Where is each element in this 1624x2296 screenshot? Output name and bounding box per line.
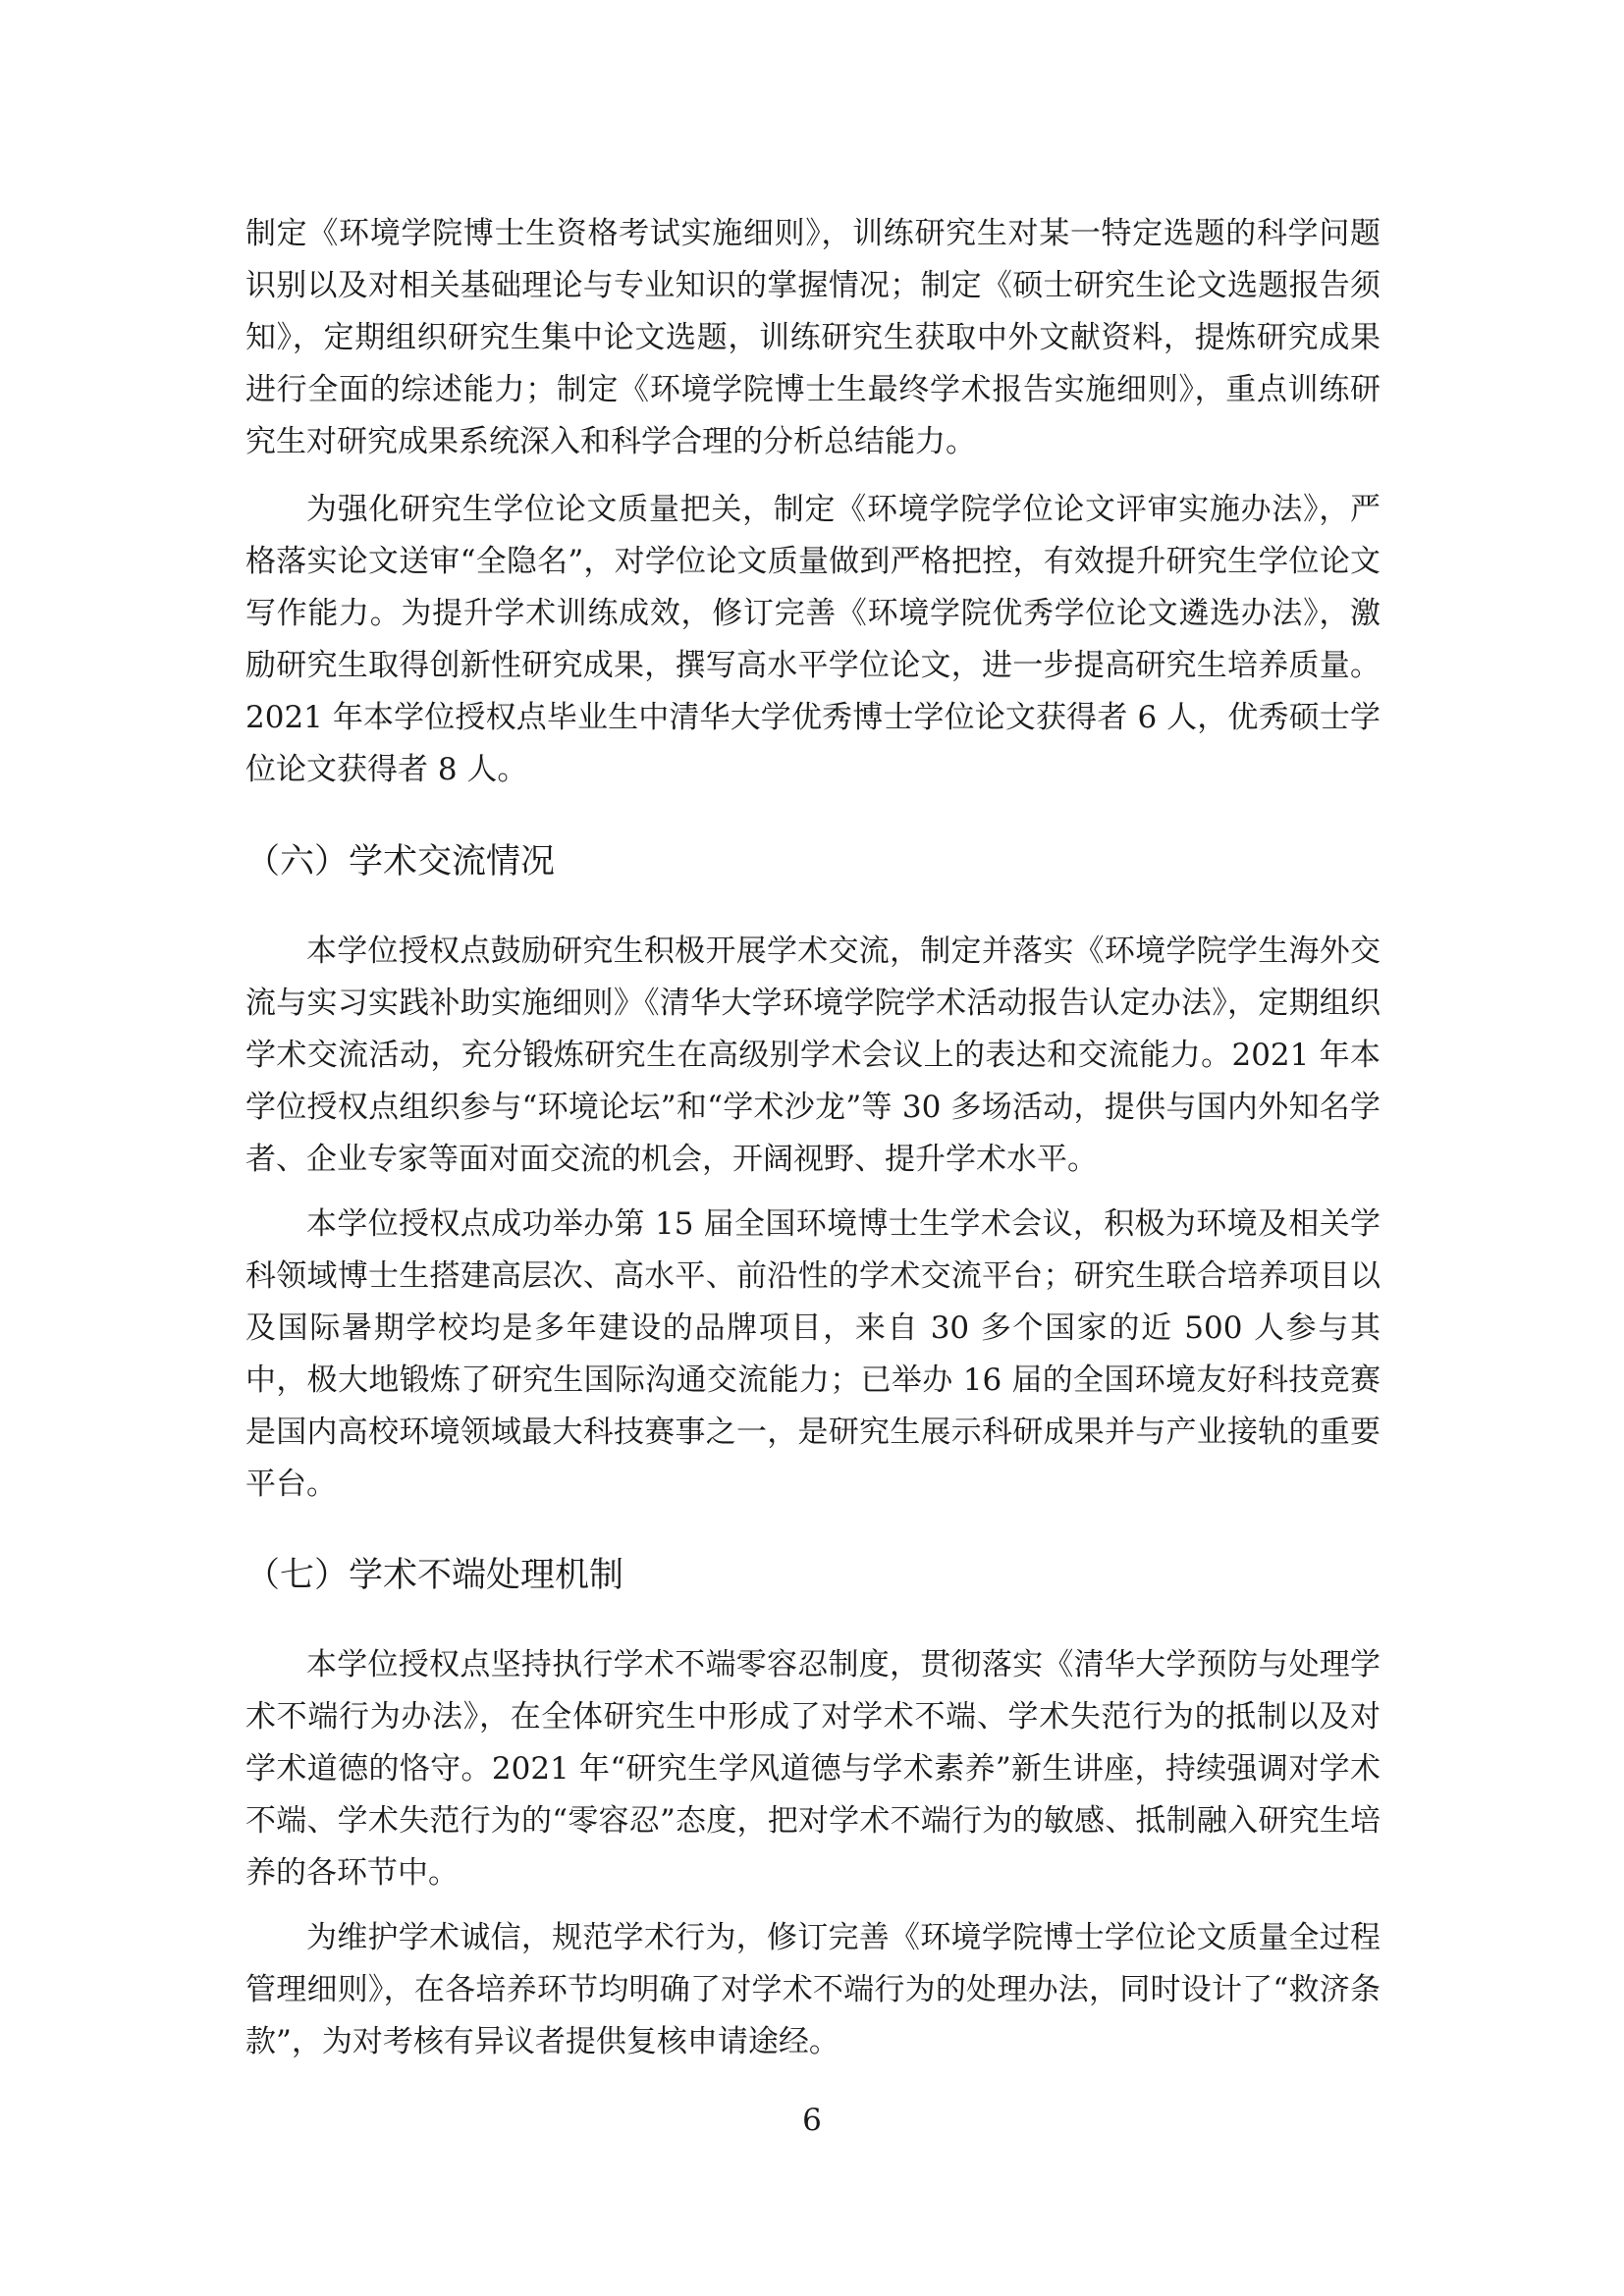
page-number: 6	[802, 2103, 822, 2138]
paragraph-misconduct-2: 为维护学术诚信，规范学术行为，修订完善《环境学院博士学位论文质量全过程管理细则》，在各培养环节均明确了对学术不端行为的处理办法，同时设计了“救济条款”，为对考核有异议者提供复核申请途经。	[245, 1920, 1380, 2059]
paragraph-misconduct-1: 本学位授权点坚持执行学术不端零容忍制度，贯彻落实《清华大学预防与处理学术不端行为办法》，在全体研究生中形成了对学术不端、学术失范行为的抵制以及对学术道德的恪守。2021 年“研究生学风道德与学术素养”新生讲座，持续强调对学术不端、学术失范行为的“零容忍”态度，把对学术不端行为的敏感、抵制融入研究生培养的各环节中。	[245, 1647, 1380, 1891]
paragraph-academic-exchange-2: 本学位授权点成功举办第 15 届全国环境博士生学术会议，积极为环境及相关学科领域博士生搭建高层次、高水平、前沿性的学术交流平台；研究生联合培养项目以及国际暑期学校均是多年建设的品牌项目，来自 30 多个国家的近 500 人参与其中，极大地锻炼了研究生国际沟通交流能力；已举办 16 届的全国环境友好科技竞赛是国内高校环境领域最大科技赛事之一，是研究生展示科研成果并与产业接轨的重要平台。	[245, 1206, 1380, 1502]
paragraph-academic-exchange-1: 本学位授权点鼓励研究生积极开展学术交流，制定并落实《环境学院学生海外交流与实习实践补助实施细则》《清华大学环境学院学术活动报告认定办法》，定期组织学术交流活动，充分锻炼研究生在高级别学术会议上的表达和交流能力。2021 年本学位授权点组织参与“环境论坛”和“学术沙龙”等 30 多场活动，提供与国内外知名学者、企业专家等面对面交流的机会，开阔视野、提升学术水平。	[245, 934, 1380, 1177]
section-heading-misconduct-handling: （七）学术不端处理机制	[245, 1556, 624, 1595]
paragraph-intro-2: 为强化研究生学位论文质量把关，制定《环境学院学位论文评审实施办法》，严格落实论文送审“全隐名”，对学位论文质量做到严格把控，有效提升研究生学位论文写作能力。为提升学术训练成效，修订完善《环境学院优秀学位论文遴选办法》，激励研究生取得创新性研究成果，撰写高水平学位论文，进一步提高研究生培养质量。2021 年本学位授权点毕业生中清华大学优秀博士学位论文获得者 6 人，优秀硕士学位论文获得者 8 人。	[245, 492, 1380, 787]
section-heading-academic-exchange: （六）学术交流情况	[245, 842, 556, 881]
paragraph-intro-1: 制定《环境学院博士生资格考试实施细则》，训练研究生对某一特定选题的科学问题识别以及对相关基础理论与专业知识的掌握情况；制定《硕士研究生论文选题报告须知》，定期组织研究生集中论文选题，训练研究生获取中外文献资料，提炼研究成果进行全面的综述能力；制定《环境学院博士生最终学术报告实施细则》，重点训练研究生对研究成果系统深入和科学合理的分析总结能力。	[245, 216, 1380, 459]
